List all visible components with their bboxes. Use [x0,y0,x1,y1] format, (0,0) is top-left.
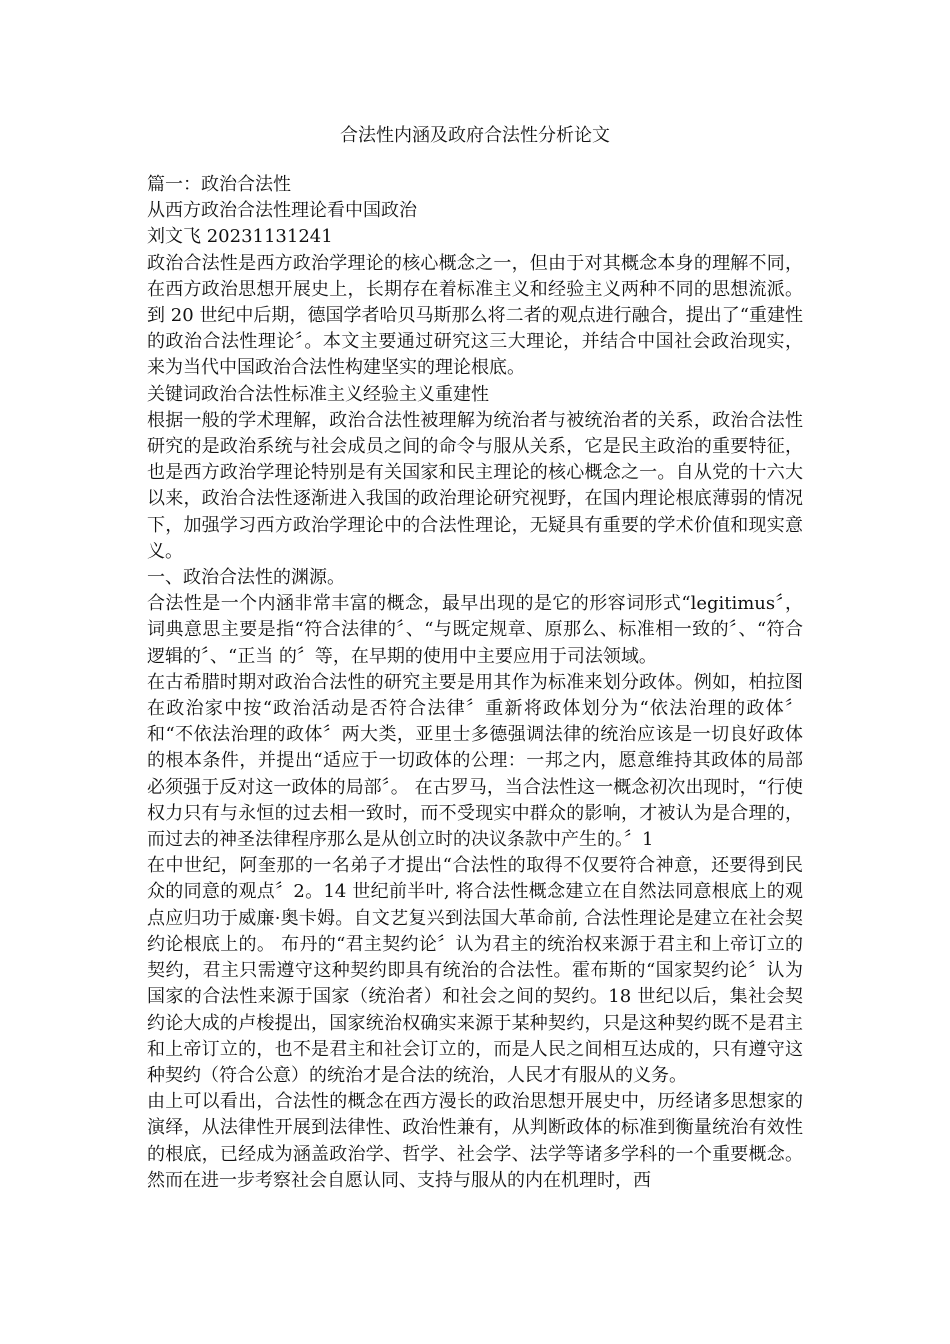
body-paragraph: 在中世纪，阿奎那的一名弟子才提出“合法性的取得不仅要符合神意，还要得到民众的同意的观点〞2。14 世纪前半叶, 将合法性概念建立在自然法同意根底上的观点应归功于威廉·奥卡姆。自文艺复兴到法国大革命前, 合法性理论是建立在社会契约论根底上的。 布丹的“君主契约论〞认为君主的统治权来源于君主和上帝订立的契约，君主只需遵守这种契约即具有统治的合法性。霍布斯的“国家契约论〞认为国家的合法性来源于国家（统治者）和社会之间的契约。18 世纪以后，集社会契约论大成的卢梭提出，国家统治权确实来源于某种契约，只是这种契约既不是君主和上帝订立的，也不是君主和社会订立的，而是人民之间相互达成的，只有遵守这种契约（符合公意）的统治才是合法的统治，人民才有服从的义务。 [147,855,803,1086]
author-line: 刘文飞 20231131241 [147,226,333,248]
body-paragraph: 合法性是一个内涵非常丰富的概念，最早出现的是它的形容词形式“legitimus〞，词典意思主要是指“符合法律的〞、“与既定规章、原那么、标准相一致的〞、“符合逻辑的〞、“正当 的〞等，在早期的使用中主要应用于司法领域。 [147,593,803,667]
article-title: 从西方政治合法性理论看中国政治 [147,200,417,222]
document-body [147,172,803,1194]
subsection-heading: 一、政治合法性的渊源。 [147,567,345,589]
keywords-line: 关键词政治合法性标准主义经验主义重建性 [147,383,489,405]
body-paragraph: 根据一般的学术理解，政治合法性被理解为统治者与被统治者的关系，政治合法性研究的是政治系统与社会成员之间的命令与服从关系，它是民主政治的重要特征，也是西方政治学理论特别是有关国家和民主理论的核心概念之一。自从党的十六大以来，政治合法性逐渐进入我国的政治理论研究视野，在国内理论根底薄弱的情况下，加强学习西方政治学理论中的合法性理论，无疑具有重要的学术价值和现实意义。 [147,409,803,562]
body-paragraph: 由上可以看出，合法性的概念在西方漫长的政治思想开展史中，历经诸多思想家的演绎，从法律性开展到法律性、政治性兼有，从判断政体的标准到衡量统治有效性的根底，已经成为涵盖政治学、哲学、社会学、法学等诸多学科的一个重要概念。然而在进一步考察社会自愿认同、支持与服从的内在机理时，西 [147,1091,803,1191]
document-title: 合法性内涵及政府合法性分析论文 [340,125,610,146]
abstract-paragraph: 政治合法性是西方政治学理论的核心概念之一，但由于对其概念本身的理解不同，在西方政治思想开展史上，长期存在着标准主义和经验主义两种不同的思想流派。到 20 世纪中后期，德国学者哈贝马斯那么将二者的观点进行融合，提出了“重建性的政治合法性理论〞。本文主要通过研究这三大理论，并结合中国社会政治现实，来为当代中国政治合法性构建坚实的理论根底。 [147,252,803,379]
section-heading: 篇一：政治合法性 [147,174,291,195]
body-paragraph: 在古希腊时期对政治合法性的研究主要是用其作为标准来划分政体。例如，柏拉图在政治家中按“政治活动是否符合法律〞重新将政体划分为“依法治理的政体〞和“不依法治理的政体〞两大类，亚里士多德强调法律的统治应该是一切良好政体的根本条件，并提出“适应于一切政体的公理：一邦之内，愿意维持其政体的局部必须强于反对这一政体的局部〞。 在古罗马，当合法性这一概念初次出现时，“行使权力只有与永恒的过去相一致时，而不受现实中群众的影响，才被认为是合理的，而过去的神圣法律程序那么是从创立时的决议条款中产生的。〞1 [147,671,803,851]
